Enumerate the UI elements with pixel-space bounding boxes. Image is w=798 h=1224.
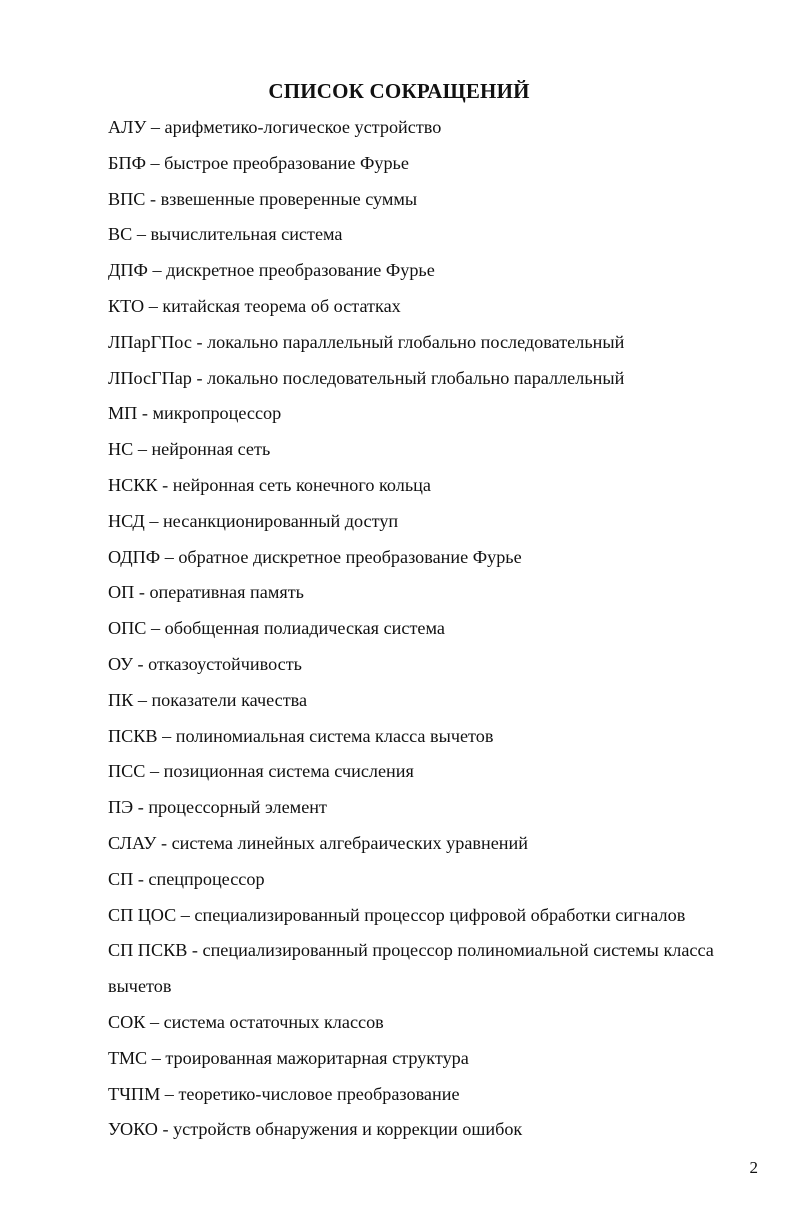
- separator-dash: –: [151, 1047, 161, 1068]
- separator-dash: –: [150, 117, 160, 137]
- list-item: [108, 1005, 768, 1041]
- list-item: [108, 325, 768, 361]
- abbreviation-term: СОК: [108, 1011, 146, 1032]
- list-item: [108, 683, 768, 719]
- separator-dash: –: [164, 1083, 174, 1104]
- separator-dash: –: [137, 689, 147, 710]
- abbreviation-term: ОУ: [108, 653, 133, 674]
- abbreviation-definition: троированная мажоритарная структура: [165, 1047, 469, 1068]
- abbreviation-definition: специализированный процессор полиномиальной системы класса вычетов: [108, 940, 714, 997]
- list-item: [108, 504, 768, 540]
- list-item: [108, 146, 768, 182]
- list-item: [108, 862, 768, 898]
- separator-dash: –: [152, 260, 162, 281]
- page-number: 2: [749, 1158, 758, 1177]
- separator-dash: -: [137, 868, 144, 889]
- separator-dash: -: [162, 1119, 169, 1140]
- abbreviation-definition: нейронная сеть: [151, 439, 271, 460]
- separator-dash: –: [162, 725, 172, 746]
- abbreviation-list: [108, 110, 768, 1148]
- separator-dash: -: [137, 653, 144, 674]
- abbreviation-term: КТО: [108, 295, 145, 316]
- separator-dash: -: [141, 403, 148, 424]
- abbreviation-term: НСД: [108, 510, 145, 531]
- abbreviation-term: ТЧПМ: [108, 1083, 161, 1104]
- abbreviation-definition: система остаточных классов: [163, 1011, 384, 1032]
- separator-dash: –: [136, 224, 146, 245]
- abbreviation-term: ЛПосГПар: [108, 367, 192, 388]
- list-item: [108, 575, 768, 611]
- list-item: [108, 898, 768, 934]
- abbreviation-term: СП ПСКВ: [108, 940, 188, 961]
- abbreviation-definition: процессорный элемент: [148, 797, 327, 818]
- separator-dash: –: [149, 510, 159, 531]
- list-item: [108, 182, 768, 218]
- abbreviation-term: ОДПФ: [108, 546, 161, 567]
- separator-dash: –: [148, 295, 158, 316]
- separator-dash: -: [162, 474, 169, 495]
- abbreviation-term: ПЭ: [108, 797, 134, 818]
- page-title: СПИСОК СОКРАЩЕНИЙ: [268, 79, 530, 104]
- separator-dash: -: [137, 797, 144, 818]
- list-item: [108, 1077, 768, 1113]
- abbreviation-definition: взвешенные проверенные суммы: [160, 188, 418, 209]
- abbreviation-term: ОП: [108, 582, 135, 603]
- abbreviation-definition: отказоустойчивость: [148, 653, 302, 674]
- list-item: [108, 110, 768, 146]
- abbreviation-term: ОПС: [108, 618, 147, 639]
- list-item: [108, 432, 768, 468]
- abbreviation-term: ВС: [108, 224, 133, 245]
- abbreviation-term: ДПФ: [108, 260, 148, 281]
- abbreviation-term: ПСКВ: [108, 725, 158, 746]
- separator-dash: –: [149, 761, 160, 782]
- list-item: [108, 826, 768, 862]
- abbreviation-term: ЛПарГПос: [108, 331, 192, 352]
- list-item: [108, 647, 768, 683]
- abbreviation-definition: оперативная память: [149, 582, 304, 603]
- separator-dash: -: [160, 832, 168, 853]
- abbreviation-definition: несанкционированный доступ: [162, 510, 399, 531]
- separator-dash: –: [137, 439, 147, 460]
- abbreviation-term: ВПС: [108, 188, 146, 209]
- separator-dash: –: [180, 904, 190, 925]
- abbreviation-definition: устройств обнаружения и коррекции ошибок: [173, 1119, 523, 1140]
- list-item: [108, 396, 768, 432]
- abbreviation-term: СЛАУ: [108, 832, 157, 853]
- separator-dash: –: [164, 546, 174, 567]
- separator-dash: -: [196, 331, 203, 352]
- separator-dash: –: [149, 1011, 160, 1032]
- abbreviation-definition: микропроцессор: [152, 403, 282, 424]
- abbreviation-term: СП: [108, 868, 134, 889]
- abbreviation-term: МП: [108, 403, 138, 424]
- list-item: [108, 933, 768, 1005]
- abbreviation-definition: локально последовательный глобально параллельный: [207, 367, 625, 388]
- abbreviation-definition: теоретико-числовое преобразование: [178, 1083, 460, 1104]
- abbreviation-definition: нейронная сеть конечного кольца: [172, 474, 431, 495]
- abbreviation-definition: арифметико-логическое устройство: [164, 117, 442, 137]
- abbreviation-definition: специализированный процессор цифровой обработки сигналов: [194, 904, 686, 925]
- abbreviation-term: УОКО: [108, 1119, 158, 1140]
- abbreviation-definition: локально параллельный глобально последовательный: [207, 331, 625, 352]
- abbreviation-definition: дискретное преобразование Фурье: [166, 260, 435, 281]
- abbreviation-definition: позиционная система счисления: [163, 761, 414, 782]
- separator-dash: -: [149, 188, 157, 209]
- abbreviation-term: НСКК: [108, 474, 158, 495]
- list-item: [108, 1041, 768, 1077]
- abbreviation-definition: вычислительная система: [150, 224, 343, 245]
- separator-dash: –: [150, 152, 160, 173]
- abbreviation-definition: обратное дискретное преобразование Фурье: [178, 546, 522, 567]
- list-item: [108, 611, 768, 647]
- abbreviation-definition: полиномиальная система класса вычетов: [175, 725, 494, 746]
- abbreviation-definition: обобщенная полиадическая система: [164, 618, 445, 639]
- list-item: [108, 540, 768, 576]
- list-item: [108, 790, 768, 826]
- separator-dash: -: [138, 582, 145, 603]
- abbreviation-definition: показатели качества: [151, 689, 308, 710]
- separator-dash: -: [196, 367, 203, 388]
- list-item: [108, 289, 768, 325]
- list-item: [108, 719, 768, 755]
- list-item: [108, 754, 768, 790]
- abbreviation-definition: система линейных алгебраических уравнений: [171, 832, 528, 853]
- abbreviation-definition: быстрое преобразование Фурье: [164, 152, 409, 173]
- list-item: [108, 217, 768, 253]
- list-item: [108, 361, 768, 397]
- separator-dash: –: [150, 618, 161, 639]
- abbreviation-definition: китайская теорема об остатках: [162, 295, 401, 316]
- abbreviation-term: ПСС: [108, 761, 146, 782]
- abbreviation-term: АЛУ: [108, 117, 147, 137]
- list-item: [108, 1112, 768, 1148]
- abbreviation-term: ТМС: [108, 1047, 148, 1068]
- abbreviation-term: БПФ: [108, 152, 146, 173]
- list-item: [108, 468, 768, 504]
- abbreviation-term: ПК: [108, 689, 134, 710]
- abbreviation-definition: спецпроцессор: [148, 868, 265, 889]
- abbreviation-term: СП ЦОС: [108, 904, 177, 925]
- abbreviation-term: НС: [108, 439, 134, 460]
- list-item: [108, 253, 768, 289]
- separator-dash: -: [191, 940, 198, 961]
